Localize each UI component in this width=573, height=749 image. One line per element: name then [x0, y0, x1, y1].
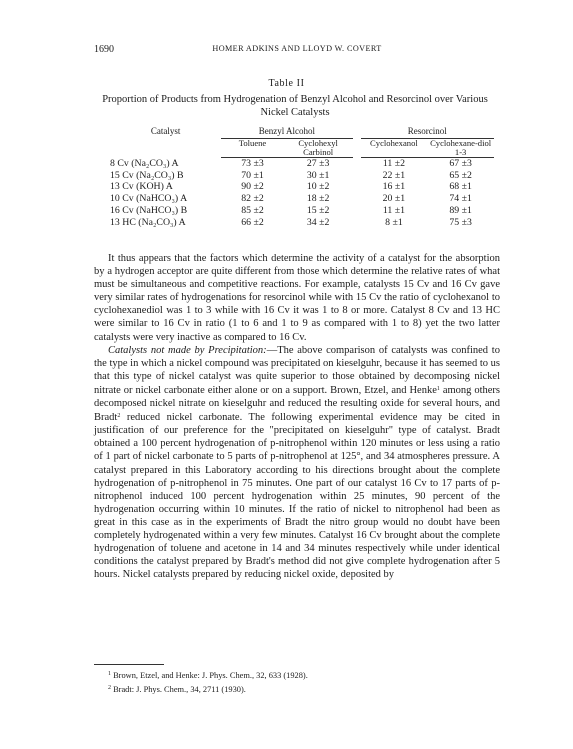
section-heading: Catalysts not made by Precipitation: [108, 344, 267, 356]
table-row [110, 193, 494, 205]
table-row [110, 217, 494, 229]
cell-spacer [353, 181, 361, 193]
footnote-ref-2: 2 [117, 413, 121, 420]
cell-cyclohexyl-carbinol: 18 ±2 [306, 193, 330, 205]
footnote-divider [94, 664, 164, 665]
cell-cyclohexanol: 11 ±2 [382, 157, 405, 169]
table-row [110, 181, 494, 193]
header-cyclohexanediol: Cyclohexane-diol 1-3 [427, 138, 494, 157]
cell-cyclohexanediol: 67 ±3 [449, 157, 472, 169]
header-catalyst: Catalyst [150, 126, 181, 136]
header-cyclohexyl-carbinol: Cyclohexyl Carbinol [284, 138, 353, 157]
cell-cyclohexyl-carbinol: 34 ±2 [306, 216, 330, 228]
cell-toluene: 66 ±2 [241, 216, 264, 228]
cell-cyclohexyl-carbinol: 30 ±1 [306, 169, 330, 181]
cell-toluene: 70 ±1 [241, 169, 264, 181]
cell-cyclohexyl-carbinol: 15 ±2 [306, 204, 330, 216]
table-caption: Proportion of Products from Hydrogenation of Benzyl Alcohol and Resorcinol over Various Nickel Catalysts [102, 94, 488, 118]
cell-cyclohexanediol: 89 ±1 [449, 204, 472, 216]
paragraph-1: It thus appears that the factors which determine the activity of a catalyst for the absorption by a hydrogen acceptor are quite different from those which determine the relative rates of what must be simultaneous and competitive reactions. For example, catalysts 15 Cv and 16 Cv gave very similar rates of hydrogenations for resorcinol while with 15 Cv the ratio of cyclohexanol to cyclohexanediol was 1 to 3 while with 16 Cv it was 1 to 8 or more. Catalyst 8 Cv and 13 HC were similar to 16 Cv in ratio (1 to 6 and 1 to 9 as compared with 1 to 8) yet the two latter catalysts were very inactive as compared to 16 Cv. [94, 253, 500, 343]
cell-cyclohexanol: 20 ±1 [382, 193, 406, 205]
table-row [110, 205, 494, 217]
cell-spacer [353, 193, 361, 205]
cell-toluene: 82 ±2 [241, 193, 264, 205]
cell-cyclohexanol: 8 ±1 [385, 216, 403, 228]
cell-catalyst: 13 HC (Na₂CO₃) A [110, 216, 186, 228]
cell-catalyst: 16 Cv (NaHCO₃) B [110, 204, 188, 216]
cell-catalyst: 13 Cv (KOH) A [110, 181, 173, 193]
cell-toluene: 85 ±2 [241, 204, 264, 216]
cell-spacer [353, 205, 361, 217]
body-text [94, 252, 500, 581]
cell-spacer [353, 170, 361, 182]
page-number: 1690 [94, 44, 114, 55]
results-table [110, 126, 494, 229]
cell-cyclohexanediol: 75 ±3 [449, 216, 472, 228]
cell-cyclohexyl-carbinol: 10 ±2 [306, 181, 330, 193]
cell-cyclohexyl-carbinol: 27 ±3 [306, 157, 330, 169]
header-toluene: Toluene [221, 138, 284, 157]
cell-cyclohexanediol: 65 ±2 [449, 169, 472, 181]
cell-cyclohexanediol: 68 ±1 [449, 181, 472, 193]
cell-cyclohexanol: 22 ±1 [382, 169, 406, 181]
cell-cyclohexanediol: 74 ±1 [449, 193, 472, 205]
table-body [110, 157, 494, 228]
footnotes [108, 668, 498, 696]
table-row [110, 157, 494, 169]
table-row [110, 170, 494, 182]
cell-toluene: 90 ±2 [241, 181, 264, 193]
table-label: Table II [268, 78, 305, 89]
cell-cyclohexanol: 16 ±1 [382, 181, 406, 193]
cell-cyclohexanol: 11 ±1 [382, 204, 405, 216]
footnote-2: $^2$ Bradt: J. Phys. Chem., 34, 2711 (1930). [108, 685, 246, 694]
cell-toluene: 73 ±3 [241, 157, 264, 169]
header-cyclohexanol: Cyclohexanol [361, 138, 428, 157]
page-header [94, 44, 500, 58]
paragraph-2: Catalysts not made by Precipitation:—The above comparison of catalysts was confined to the type in which a nickel compound was precipitated on kieselguhr, because it has seemed to us that this type of nickel catalyst was quite superior to those obtained by decomposing nickel nitrate or nickel carbonate either alone or on a support. Brown, Etzel, and Henke$^1$ among others decomposed nickel nitrate on kieselguhr and reduced the resulting oxide for several hours, and Bradt$^2$ reduced nickel carbonate. The following experimental evidence may be cited in justification of our preference for the "precipitated on kieselguhr" type of catalyst. Bradt obtained a 100 percent hydrogenation of p-nitrophenol within 120 minutes or less using a ratio of 1 part of nickel carbonate to 5 parts of p-nitrophenol at 125°, and 34 atmospheres pressure. A catalyst prepared in this Laboratory according to his directions brought about the complete hydrogenation of p-nitrophenol in 75 minutes. One part of our catalyst 16 Cv to 17 parts of p-nitrophenol induced 100 percent hydrogenation within 25 minutes, 90 percent of the hydrogenation occurring within 10 minutes. If the ratio of nickel to nitrophenol had been as great in this case as in the experiments of Bradt the nitro group would no doubt have been completely hydrogenated within a very few minutes. Catalyst 16 Cv brought about the complete hydrogenation of toluene and acetone in 14 and 34 minutes respectively while under identical conditions the catalyst prepared by Bradt's method did not give complete hydrogenation after 5 hours. Nickel catalysts prepared by reducing nickel oxide, deposited by [94, 344, 500, 581]
running-head: HOMER ADKINS AND LLOYD W. COVERT [212, 44, 382, 53]
cell-catalyst: 10 Cv (NaHCO₃) A [110, 193, 188, 205]
cell-catalyst: 15 Cv (Na₂CO₃) B [110, 169, 184, 181]
header-group-benzyl: Benzyl Alcohol [221, 126, 352, 138]
cell-spacer [353, 217, 361, 229]
header-group-resorcinol: Resorcinol [361, 126, 494, 138]
footnote-1: $^1$ Brown, Etzel, and Henke: J. Phys. Chem., 32, 633 (1928). [108, 671, 308, 680]
cell-spacer [353, 157, 361, 169]
footnote-ref-1: 1 [436, 385, 440, 392]
cell-catalyst: 8 Cv (Na₂CO₃) A [110, 157, 179, 169]
